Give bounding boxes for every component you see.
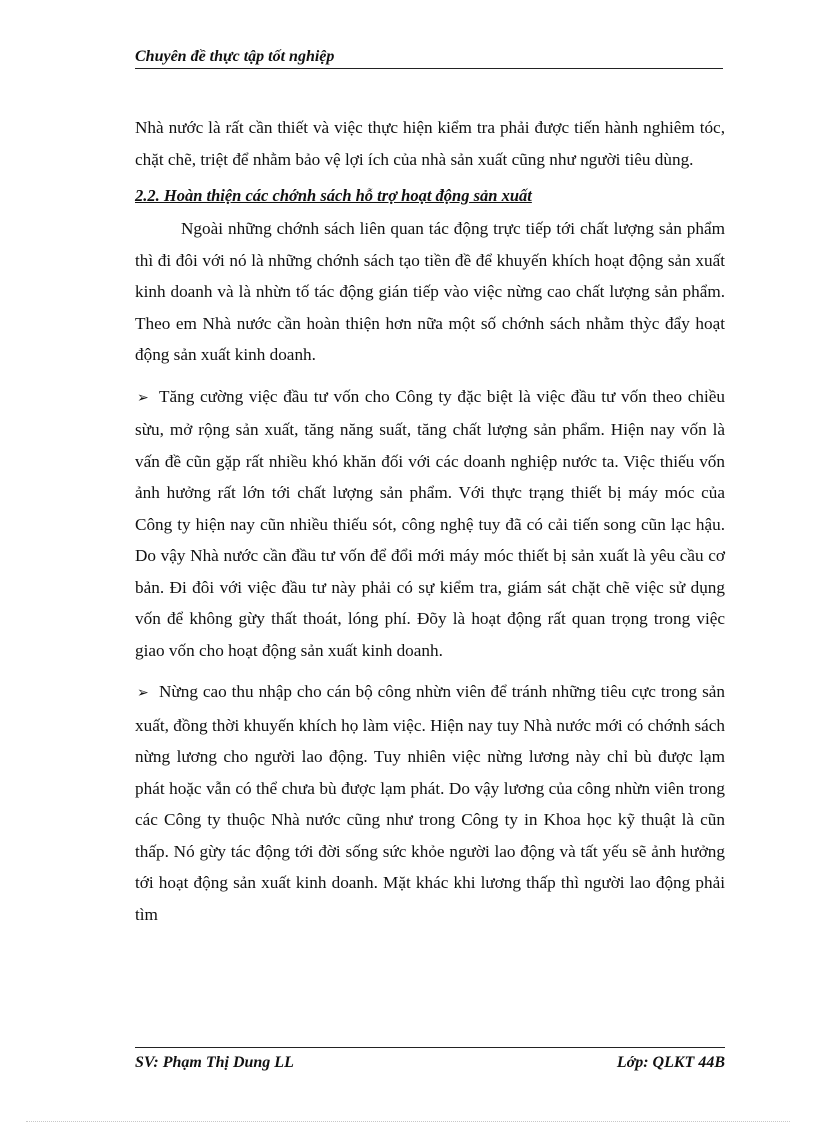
footer-student: SV: Phạm Thị Dung LL <box>135 1054 294 1071</box>
paragraph-policies: Ngoài những chớnh sách liên quan tác động trực tiếp tới chất lượng sản phẩm thì đi đôi với nó là những chớnh sách tạo tiền đề để khuyến khích hoạt động sản xuất kinh doanh và là nhừn tố tác động gián tiếp vào việc nừng cao chất lượng sản phẩm. Theo em Nhà nước cần hoàn thiện hơn nữa một số chớnh sách nhằm thỳc đẩy hoạt động sản xuất kinh doanh. <box>135 219 725 364</box>
header-title: Chuyên đề thực tập tốt nghiệp <box>135 48 335 65</box>
page-footer <box>135 1047 725 1072</box>
bullet-item-income: ➢ Nừng cao thu nhập cho cán bộ công nhừn viên để tránh những tiêu cực trong sản xuất, đồng thời khuyến khích họ làm việc. Hiện nay tuy Nhà nước mới có chớnh sách nừng lương cho người lao động. Tuy nhiên việc nừng lương này chỉ bù được lạm phát hoặc vẫn có thể chưa bù được lạm phát. Do vậy lương của công nhừn viên trong các Công ty thuộc Nhà nước cũng như trong Công ty in Khoa học kỹ thuật là cũn thấp. Nó gừy tác động tới đời sống sức khỏe người lao động và tất yếu sẽ ảnh hưởng tới hoạt động sản xuất kinh doanh. Mặt khác khi lương thấp thì người lao động phải tìm <box>135 682 725 924</box>
bullet-text-investment: Tăng cường việc đầu tư vốn cho Công ty đặc biệt là việc đầu tư vốn theo chiều sừu, mở rộng sản xuất, tăng năng suất, tăng chất lượng sản phẩm. Hiện nay vốn là vấn đề cũn gặp rất nhiều khó khăn đối với các doanh nghiệp nước ta. Việc thiếu vốn ảnh hưởng rất lớn tới chất lượng sản phẩm. Với thực trạng thiết bị máy móc của Công ty hiện nay cũn nhiều thiếu sót, công nghệ tuy đã có cải tiến song cũn lạc hậu. Do vậy Nhà nước cần đầu tư vốn để đổi mới máy móc thiết bị sản xuất là yêu cầu cơ bản. Đi đôi với việc đầu tư này phải có sự kiểm tra, giám sát chặt chẽ việc sử dụng vốn để không gừy thất thoát, lóng phí. Đõy là hoạt động rất quan trọng trong việc giao vốn cho hoạt động sản xuất kinh doanh. <box>135 386 725 660</box>
page-content <box>135 112 725 930</box>
page-header <box>135 48 723 69</box>
bullet-item-investment: ➢ Tăng cường việc đầu tư vốn cho Công ty đặc biệt là việc đầu tư vốn theo chiều sừu, mở rộng sản xuất, tăng năng suất, tăng chất lượng sản phẩm. Hiện nay vốn là vấn đề cũn gặp rất nhiều khó khăn đối với các doanh nghiệp nước ta. Việc thiếu vốn ảnh hưởng rất lớn tới chất lượng sản phẩm. Với thực trạng thiết bị máy móc của Công ty hiện nay cũn nhiều thiếu sót, công nghệ tuy đã có cải tiến song cũn lạc hậu. Do vậy Nhà nước cần đầu tư vốn để đổi mới máy móc thiết bị sản xuất là yêu cầu cơ bản. Đi đôi với việc đầu tư này phải có sự kiểm tra, giám sát chặt chẽ việc sử dụng vốn để không gừy thất thoát, lóng phí. Đõy là hoạt động rất quan trọng trong việc giao vốn cho hoạt động sản xuất kinh doanh. <box>135 386 725 660</box>
bullet-text-income: Nừng cao thu nhập cho cán bộ công nhừn viên để tránh những tiêu cực trong sản xuất, đồng thời khuyến khích họ làm việc. Hiện nay tuy Nhà nước mới có chớnh sách nừng lương cho người lao động. Tuy nhiên việc nừng lương này chỉ bù được lạm phát hoặc vẫn có thể chưa bù được lạm phát. Do vậy lương của công nhừn viên trong các Công ty thuộc Nhà nước cũng như trong Công ty in Khoa học kỹ thuật là cũn thấp. Nó gừy tác động tới đời sống sức khỏe người lao động và tất yếu sẽ ảnh hưởng tới hoạt động sản xuất kinh doanh. Mặt khác khi lương thấp thì người lao động phải tìm <box>135 682 725 924</box>
page-edge-divider <box>26 1121 790 1122</box>
footer-class: Lớp: QLKT 44B <box>616 1054 725 1071</box>
paragraph-intro: Nhà nước là rất cần thiết và việc thực hiện kiểm tra phải được tiến hành nghiêm tóc, chặt chẽ, triệt để nhằm bảo vệ lợi ích của nhà sản xuất cũng như người tiêu dùng. <box>135 118 725 169</box>
section-heading: 2.2. Hoàn thiện các chớnh sách hỗ trợ hoạt động sản xuất <box>135 186 532 205</box>
